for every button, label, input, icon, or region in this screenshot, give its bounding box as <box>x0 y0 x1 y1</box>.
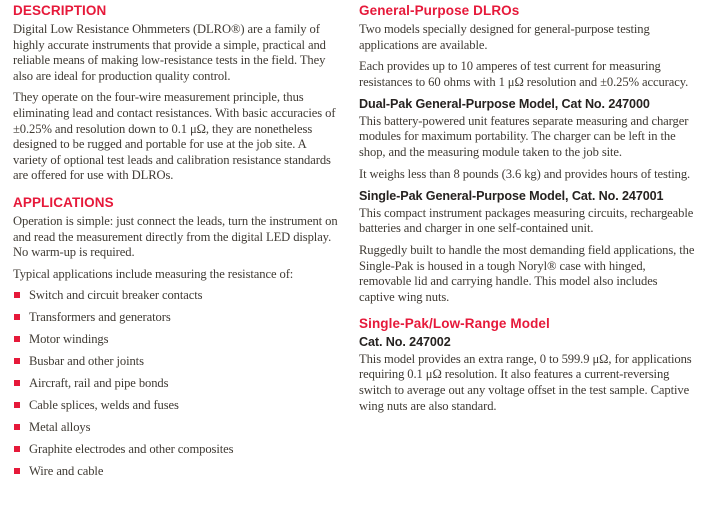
bullet-square-icon <box>14 292 20 298</box>
dual-pak-paragraph-2: It weighs less than 8 pounds (3.6 kg) and provides hours of testing. <box>359 166 691 181</box>
low-range-cat-number: Cat. No. 247002 <box>359 335 451 350</box>
list-item-label: Motor windings <box>29 332 109 347</box>
general-purpose-intro-1: Two models specially designed for general-purpose testing applications are available. <box>359 22 650 52</box>
list-item-label: Metal alloys <box>29 420 91 435</box>
list-item <box>13 442 343 458</box>
list-item <box>13 332 343 348</box>
bullet-square-icon <box>14 446 20 452</box>
list-item <box>13 420 343 436</box>
applications-paragraph-1: Operation is simple: just connect the leads, turn the instrument on and read the measurement directly from the digital LED display. No warm-up is required. <box>13 213 338 260</box>
list-item <box>13 354 343 370</box>
general-purpose-heading: General-Purpose DLROs <box>359 3 520 18</box>
dual-pak-model-title: Dual-Pak General-Purpose Model, Cat No. 247000 <box>359 97 650 112</box>
list-item <box>13 464 343 480</box>
bullet-square-icon <box>14 402 20 408</box>
bullet-square-icon <box>14 468 20 474</box>
applications-bullet-list <box>13 288 343 480</box>
single-pak-paragraph-1: This compact instrument packages measuring circuits, rechargeable batteries and charger in one self-contained unit. <box>359 205 694 236</box>
list-item-label: Wire and cable <box>29 464 104 479</box>
list-item-label: Switch and circuit breaker contacts <box>29 288 203 303</box>
list-item <box>13 310 343 326</box>
bullet-square-icon <box>14 424 20 430</box>
list-item <box>13 288 343 304</box>
list-item-label: Graphite electrodes and other composites <box>29 442 234 457</box>
dual-pak-paragraph-1: This battery-powered unit features separate measuring and charger modules for maximum portability. The charger can be left in the shop, and the measuring module taken to the job site. <box>359 113 689 160</box>
general-purpose-intro-2: Each provides up to 10 amperes of test current for measuring resistances to 60 ohms with 1 μΩ resolution and ±0.25% accuracy. <box>359 59 689 89</box>
list-item-label: Cable splices, welds and fuses <box>29 398 179 413</box>
list-item-label: Busbar and other joints <box>29 354 144 369</box>
description-heading: DESCRIPTION <box>13 3 107 18</box>
list-item-label: Transformers and generators <box>29 310 171 325</box>
right-column <box>359 3 696 512</box>
low-range-heading: Single-Pak/Low-Range Model <box>359 316 550 332</box>
left-column <box>13 3 343 512</box>
bullet-square-icon <box>14 336 20 342</box>
applications-paragraph-2: Typical applications include measuring the resistance of: <box>13 266 294 281</box>
description-paragraph-2: They operate on the four-wire measurement principle, thus eliminating lead and contact resistances. With basic accuracies of ±0.25% and resolution down to 0.1 μΩ, they are nonetheless designed to be rugged and portable for use at the job site. A variety of optional test leads and calibration resistance standards are offered for use with DLROs. <box>13 90 336 183</box>
single-pak-paragraph-2: Ruggedly built to handle the most demanding field applications, the Single-Pak is housed in a tough Noryl® case with hinged, removable lid and carrying handle. This model also includes captive wing nuts. <box>359 242 695 304</box>
bullet-square-icon <box>14 314 20 320</box>
list-item <box>13 376 343 392</box>
single-pak-model-title: Single-Pak General-Purpose Model, Cat. No. 247001 <box>359 189 664 204</box>
bullet-square-icon <box>14 358 20 364</box>
list-item-label: Aircraft, rail and pipe bonds <box>29 376 169 391</box>
low-range-paragraph: This model provides an extra range, 0 to 599.9 μΩ, for applications requiring 0.1 μΩ resolution. It also features a current-reversing switch to average out any voltage offset in the test sample. Captive wing nuts are also standard. <box>359 351 692 413</box>
description-paragraph-1: Digital Low Resistance Ohmmeters (DLRO®) are a family of highly accurate instruments that provide a simple, practical and reliable means of making low-resistance tests in the field. They also are ideal for production quality control. <box>13 22 326 83</box>
list-item <box>13 398 343 414</box>
applications-heading: APPLICATIONS <box>13 194 114 210</box>
bullet-square-icon <box>14 380 20 386</box>
